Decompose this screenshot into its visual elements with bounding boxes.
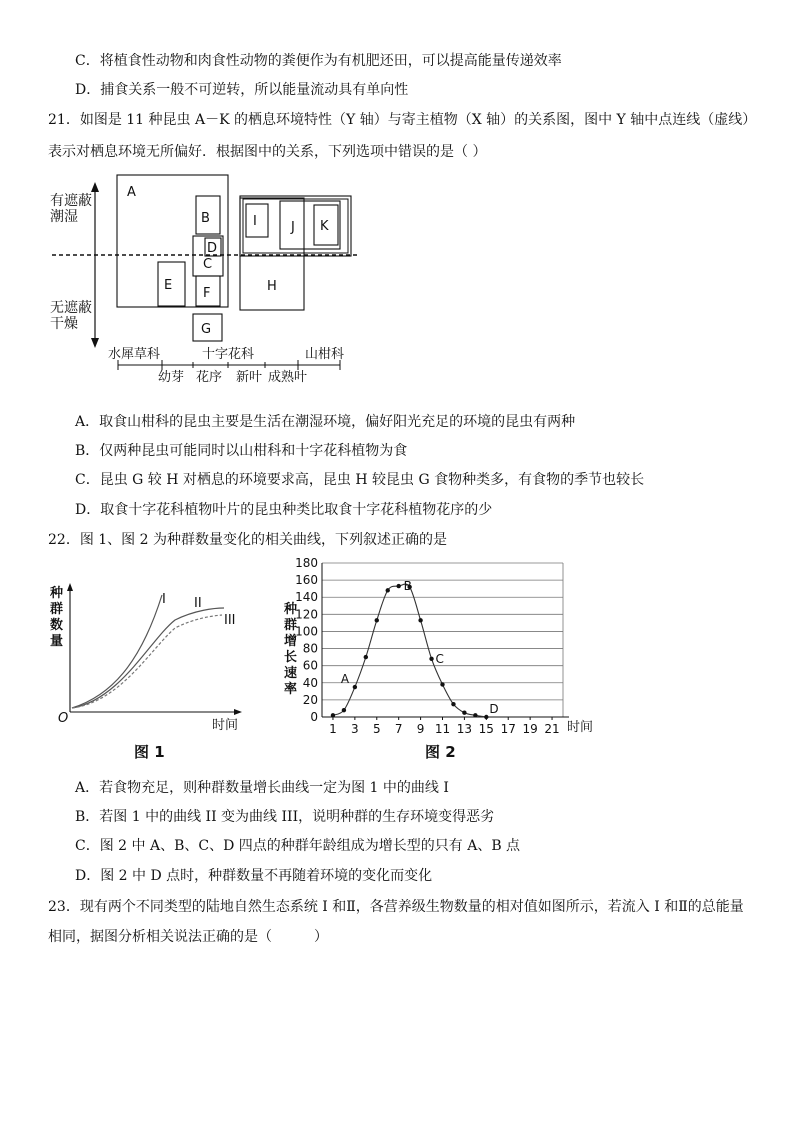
q21-insect-habitat-figure [40, 168, 370, 390]
fig2-data-point [364, 655, 368, 659]
fig2-xtick-label: 11 [434, 722, 451, 736]
box-label-i: I [253, 214, 257, 229]
fig2-ytick-label: 80 [302, 641, 318, 656]
q21-option-b: B．仅两种昆虫可能同时以山柑科和十字花科植物为食 [75, 443, 408, 459]
q21-stem-line2: 表示对栖息环境无所偏好．根据图中的关系，下列选项中错误的是（ ） [48, 144, 487, 160]
fig2-growth-rate-curve [333, 584, 486, 717]
box-label-d: D [207, 241, 218, 256]
box-label-e: E [164, 278, 173, 293]
q22-option-d: D．图 2 中 D 点时，种群数量不再随着环境的变化而变化 [75, 868, 433, 884]
y-label-shaded: 有遮蔽 [50, 193, 92, 209]
box-label-g: G [201, 322, 212, 337]
fig2-data-point [418, 618, 422, 622]
fig2-caption: 图 2 [425, 743, 456, 761]
fig2-ylabel-char-2: 群 [284, 618, 298, 633]
box-label-f: F [203, 286, 211, 301]
fig2-ylabel [283, 601, 298, 697]
fig1-ylabel-char-4: 量 [50, 634, 64, 649]
q21-option-c: C．昆虫 G 较 H 对栖息的环境要求高，昆虫 H 较昆虫 G 食物种类多，有食物的季节也较长 [75, 472, 645, 488]
box-label-a: A [127, 185, 136, 200]
fig2-xtick-label: 7 [394, 722, 403, 736]
y-label-dry: 干燥 [50, 316, 78, 332]
fig2-ytick-label: 0 [310, 710, 318, 724]
fig2-xlabel: 时间 [567, 720, 594, 735]
fig2-ytick-label: 120 [295, 607, 318, 622]
fig2-data-points [331, 584, 489, 719]
q22-figure-1 [50, 578, 250, 763]
q22-option-c: C．图 2 中 A、B、C、D 四点的种群年龄组成为增长型的只有 A、B 点 [75, 838, 521, 854]
fig1-ylabel [49, 585, 64, 649]
q21-stem-line1: 21．如图是 11 种昆虫 A－K 的栖息环境特性（Y 轴）与寄主植物（X 轴）的关系图，图中 Y 轴中点连线（虚线） [48, 112, 757, 128]
fig2-ylabel-char-3: 增 [284, 634, 298, 649]
fig2-ytick-label: 40 [302, 675, 318, 690]
fig2-xtick-label: 5 [372, 722, 381, 736]
part-label-1: 幼芽 [158, 370, 185, 385]
fig2-ylabel-char-4: 长 [284, 650, 298, 665]
fig1-xlabel: 时间 [212, 718, 239, 733]
box-label-c: C [203, 257, 213, 272]
fig1-curve-ii [72, 608, 224, 708]
fig2-xtick-label: 13 [456, 722, 473, 736]
part-label-3: 新叶 [236, 370, 263, 385]
fig2-point-label-c: C [435, 651, 444, 666]
fig2-point-label-d: D [489, 702, 499, 716]
fig1-ylabel-char-1: 种 [50, 586, 64, 601]
fig2-ytick-label: 160 [295, 573, 318, 588]
y-label-humid: 潮湿 [50, 209, 78, 225]
fig2-data-point [440, 682, 444, 686]
fig1-curve-label-i: I [162, 592, 166, 607]
part-label-4: 成熟叶 [268, 370, 308, 385]
fig2-data-point [473, 713, 477, 717]
q21-option-a: A．取食山柑科的昆虫主要是生活在潮湿环境，偏好阳光充足的环境的昆虫有两种 [75, 414, 576, 430]
fig2-data-point [396, 584, 400, 588]
fig2-ylabel-char-1: 种 [284, 602, 298, 617]
fig2-xtick-label: 15 [478, 722, 494, 736]
fig2-ytick-label: 180 [295, 556, 318, 570]
fig1-ylabel-char-3: 数 [50, 618, 64, 633]
q20-option-c: C．将植食性动物和肉食性动物的粪便作为有机肥还田，可以提高能量传递效率 [75, 53, 562, 69]
part-label-2: 花序 [196, 370, 223, 385]
fig2-data-point [331, 713, 335, 717]
fig1-curve-label-ii: II [194, 596, 202, 611]
family-label-1: 水犀草科 [108, 347, 161, 362]
fig2-ytick-label: 100 [295, 624, 318, 639]
fig2-ytick-label: 20 [302, 692, 318, 707]
fig2-ytick-label: 140 [295, 590, 318, 605]
fig2-ylabel-char-5: 速 [284, 666, 298, 681]
box-label-b: B [201, 211, 210, 226]
fig2-data-point [342, 708, 346, 712]
fig2-data-point [451, 702, 455, 706]
q23-stem-line2: 相同，据图分析相关说法正确的是（ ） [48, 929, 328, 945]
fig2-data-point [462, 711, 466, 715]
fig2-data-point [353, 685, 357, 689]
fig2-data-point [429, 657, 433, 661]
q22-option-a: A．若食物充足，则种群数量增长曲线一定为图 1 中的曲线 I [75, 780, 449, 796]
fig1-origin: O [58, 711, 69, 726]
fig2-gridlines [322, 563, 569, 717]
fig2-xtick-label: 19 [522, 722, 538, 736]
fig2-xtick-label: 3 [351, 722, 359, 736]
fig2-xtick-label: 1 [329, 722, 337, 736]
fig2-data-point [484, 715, 488, 719]
fig2-data-point [375, 618, 379, 622]
family-label-3: 山柑科 [305, 347, 345, 362]
fig2-point-labels [341, 579, 499, 716]
box-label-j: J [291, 220, 295, 235]
fig2-yticks [295, 556, 318, 724]
fig2-point-label-b: B [403, 579, 412, 594]
fig1-curve-iii [72, 615, 222, 708]
q21-option-d: D．取食十字花科植物叶片的昆虫种类比取食十字花科植物花序的少 [75, 502, 493, 518]
family-label-2: 十字花科 [202, 347, 255, 362]
fig2-ytick-label: 60 [302, 658, 318, 673]
q22-stem: 22．图 1、图 2 为种群数量变化的相关曲线，下列叙述正确的是 [48, 532, 447, 548]
q20-option-d: D．捕食关系一般不可逆转，所以能量流动具有单向性 [75, 82, 409, 98]
q23-stem-line1: 23．现有两个不同类型的陆地自然生态系统 I 和Ⅱ，各营养级生物数量的相对值如图所示，若流入 I 和Ⅱ的总能量 [48, 899, 744, 915]
fig2-data-point [386, 588, 390, 592]
fig2-point-label-a: A [340, 672, 350, 687]
fig2-xtick-label: 17 [500, 722, 516, 736]
box-label-k: K [320, 219, 329, 234]
fig2-xtick-label: 9 [416, 722, 425, 736]
fig1-curve-i [72, 595, 162, 708]
q22-figure-2 [280, 555, 610, 765]
fig1-caption: 图 1 [134, 743, 165, 761]
q22-option-b: B．若图 1 中的曲线 II 变为曲线 III，说明种群的生存环境变得恶劣 [75, 809, 495, 825]
fig2-ylabel-char-6: 率 [284, 682, 298, 697]
box-label-h: H [267, 279, 277, 294]
fig1-ylabel-char-2: 群 [50, 602, 64, 617]
fig2-xtick-label: 21 [544, 722, 560, 736]
fig1-curve-label-iii: III [224, 613, 236, 628]
fig2-xticks [329, 717, 560, 736]
y-label-unshaded: 无遮蔽 [50, 300, 92, 316]
